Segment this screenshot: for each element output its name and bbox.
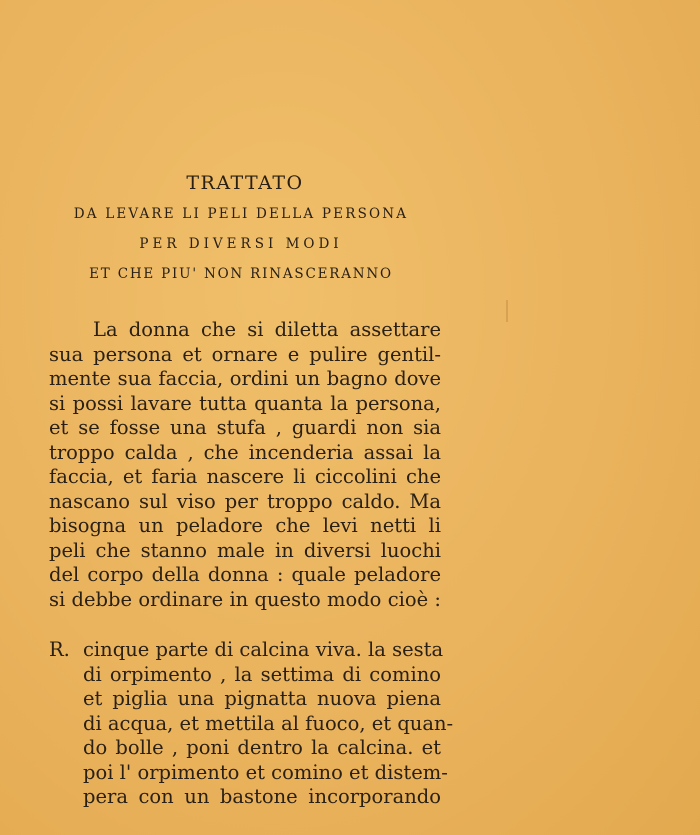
paper-blemish xyxy=(506,300,508,322)
paragraph-line: bisogna un peladore che levi netti li xyxy=(49,514,441,537)
paragraph-line: et se fosse una stufa , guardi non sia xyxy=(49,416,441,439)
recipe-line: poi l' orpimento et comino et distem- xyxy=(83,760,448,784)
main-paragraph xyxy=(49,318,441,612)
paragraph-line: si debbe ordinare in questo modo cioè : xyxy=(49,587,441,611)
recipe-line: cinque parte di calcina viva. la sesta xyxy=(83,638,444,661)
paragraph-line: troppo calda , che incenderia assai la xyxy=(49,440,441,464)
paragraph-line: nascano sul viso per troppo caldo. Ma xyxy=(49,489,441,513)
paragraph-line: del corpo della donna : quale peladore xyxy=(49,563,441,586)
paragraph-line: sua persona et ornare e pulire gentil- xyxy=(49,342,441,366)
treatise-title: TRATTATO xyxy=(186,172,304,194)
recipe-line: di acqua, et mettila al fuoco, et quan- xyxy=(83,711,454,735)
recipe-line: pera con un bastone incorporando xyxy=(83,785,441,808)
paragraph-line: faccia, et faria nascere li ciccolini che xyxy=(49,465,441,488)
paragraph-line: peli che stanno male in diversi luochi xyxy=(49,538,441,562)
treatise-subtitle-line-1: DA LEVARE LI PELI DELLA PERSONA xyxy=(73,206,409,222)
paragraph-line: La donna che si diletta assettare xyxy=(93,318,441,341)
recipe-line: et piglia una pignatta nuova piena xyxy=(83,687,441,710)
treatise-subtitle-line-3: ET CHE PIU' NON RINASCERANNO xyxy=(89,266,393,282)
paragraph-line: si possi lavare tutta quanta la persona, xyxy=(49,391,441,415)
paragraph-line: mente sua faccia, ordini un bagno dove xyxy=(49,367,441,390)
treatise-subtitle-line-2: PER DIVERSI MODI xyxy=(139,236,343,252)
recipe-mark: R. xyxy=(49,638,70,661)
recipe-line: do bolle , poni dentro la calcina. et xyxy=(83,736,441,759)
recipe-line: di orpimento , la settima di comino xyxy=(83,662,441,686)
recipe-text xyxy=(83,638,454,810)
